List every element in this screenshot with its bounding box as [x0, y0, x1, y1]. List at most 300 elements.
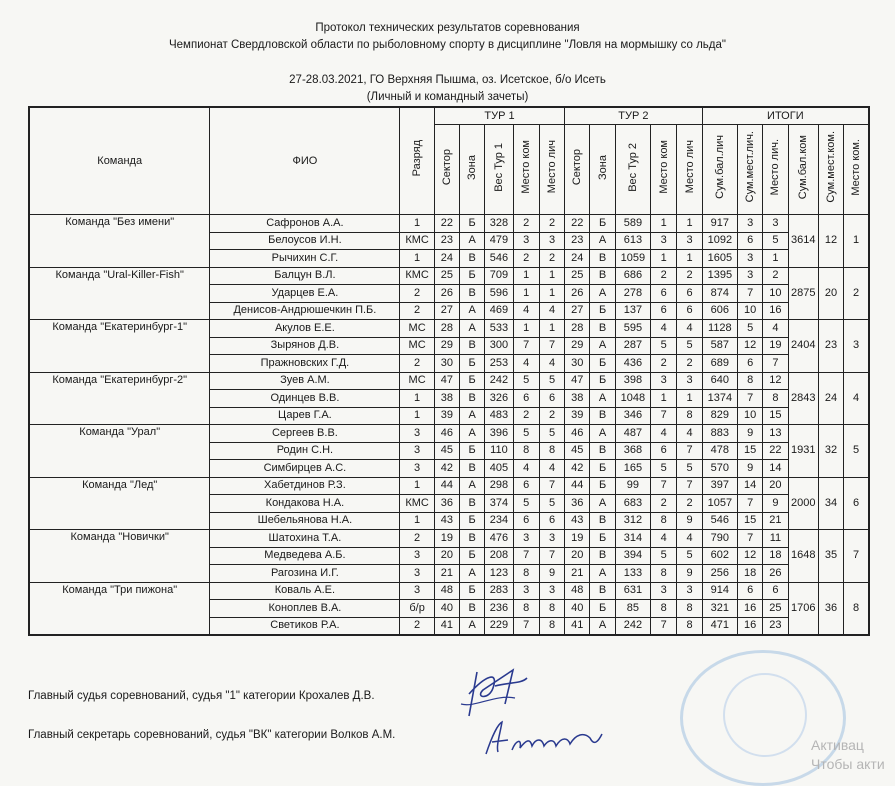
place-pers-total: 8: [763, 390, 788, 408]
team-sum-place: 20: [818, 267, 843, 320]
t2-place-pers: 5: [677, 547, 702, 565]
sum-pts-pers: 1374: [702, 390, 737, 408]
t1-place-pers: 2: [539, 215, 564, 233]
t1-place-team: 3: [513, 582, 539, 600]
t1-place-team: 6: [513, 477, 539, 495]
sum-place-pers: 3: [738, 215, 763, 233]
t1-sector: 44: [434, 477, 459, 495]
t1-zone: В: [460, 250, 485, 268]
t2-sector: 24: [565, 250, 590, 268]
athlete-name: Шатохина Т.А.: [210, 530, 400, 548]
t1-weight: 234: [485, 512, 513, 530]
team-name: Команда "Новички": [29, 530, 210, 583]
t1-zone: В: [460, 337, 485, 355]
t1-sector: 19: [434, 530, 459, 548]
watermark-line-2: Чтобы акти: [811, 756, 885, 772]
t2-sector: 42: [565, 460, 590, 478]
athlete-rank: МС: [400, 320, 434, 338]
t2-weight: 613: [615, 232, 650, 250]
t1-weight: 283: [485, 582, 513, 600]
t1-place-team: 7: [513, 617, 539, 635]
t2-zone: Б: [590, 600, 615, 618]
athlete-rank: 1: [400, 215, 434, 233]
standings-type: (Личный и командный зачеты): [366, 91, 529, 103]
t1-place-pers: 3: [539, 582, 564, 600]
t1-weight: 709: [485, 267, 513, 285]
chief-secretary-line: Главный секретарь соревнований, судья "ВК" категории Волков А.М.: [28, 729, 396, 741]
t2-sector: 27: [565, 302, 590, 320]
t2-place-team: 1: [651, 390, 677, 408]
t1-zone: А: [460, 565, 485, 583]
table-row: [29, 582, 869, 600]
col-team: Команда: [29, 107, 210, 215]
athlete-rank: 1: [400, 250, 434, 268]
t1-sector: 24: [434, 250, 459, 268]
t2-zone: Б: [590, 477, 615, 495]
t1-zone: Б: [460, 547, 485, 565]
col-tour2: ТУР 2: [565, 107, 702, 125]
t1-sector: 20: [434, 547, 459, 565]
t2-zone: В: [590, 267, 615, 285]
place-pers-total: 10: [763, 285, 788, 303]
t2-place-pers: 1: [677, 215, 702, 233]
t1-place-team: 2: [513, 250, 539, 268]
t2-place-team: 4: [651, 425, 677, 443]
t2-zone: А: [590, 495, 615, 513]
t2-place-team: 3: [651, 372, 677, 390]
t1-place-team: 1: [513, 320, 539, 338]
place-pers-total: 15: [763, 407, 788, 425]
t2-weight: 686: [615, 267, 650, 285]
place-pers-total: 22: [763, 442, 788, 460]
t1-place-team: 7: [513, 337, 539, 355]
t2-sector: 46: [565, 425, 590, 443]
t1-zone: А: [460, 302, 485, 320]
col-t1-weight: Вес Тур 1: [485, 125, 513, 215]
t1-zone: В: [460, 390, 485, 408]
t1-place-team: 7: [513, 547, 539, 565]
t2-sector: 45: [565, 442, 590, 460]
t1-zone: А: [460, 477, 485, 495]
t1-place-pers: 6: [539, 512, 564, 530]
t2-sector: 22: [565, 215, 590, 233]
t1-sector: 46: [434, 425, 459, 443]
team-sum-place: 12: [818, 215, 843, 268]
t1-sector: 22: [434, 215, 459, 233]
t2-zone: А: [590, 425, 615, 443]
athlete-name: Сергеев В.В.: [210, 425, 400, 443]
t2-place-team: 1: [651, 250, 677, 268]
sum-place-pers: 5: [738, 320, 763, 338]
athlete-name: Одинцев В.В.: [210, 390, 400, 408]
athlete-name: Коноплев В.А.: [210, 600, 400, 618]
place-pers-total: 14: [763, 460, 788, 478]
athlete-rank: 1: [400, 512, 434, 530]
t1-place-pers: 8: [539, 617, 564, 635]
sum-pts-pers: 1057: [702, 495, 737, 513]
sum-place-pers: 10: [738, 302, 763, 320]
t2-place-pers: 4: [677, 530, 702, 548]
sum-place-pers: 7: [738, 285, 763, 303]
place-pers-total: 5: [763, 232, 788, 250]
t1-place-pers: 4: [539, 460, 564, 478]
t1-weight: 596: [485, 285, 513, 303]
athlete-name: Царев Г.А.: [210, 407, 400, 425]
team-place: 1: [844, 215, 869, 268]
event-date-location: 27-28.03.2021, ГО Верхняя Пышма, оз. Исетское, б/о Исеть: [289, 74, 606, 86]
t2-place-team: 3: [651, 232, 677, 250]
athlete-name: Хабетдинов Р.З.: [210, 477, 400, 495]
sum-pts-pers: 397: [702, 477, 737, 495]
t2-weight: 242: [615, 617, 650, 635]
t2-zone: Б: [590, 530, 615, 548]
sum-place-pers: 7: [738, 530, 763, 548]
team-sum-pts: 2875: [788, 267, 818, 320]
t2-place-pers: 6: [677, 302, 702, 320]
athlete-rank: КМС: [400, 267, 434, 285]
place-pers-total: 21: [763, 512, 788, 530]
team-name: Команда "Урал": [29, 425, 210, 478]
place-pers-total: 13: [763, 425, 788, 443]
t2-zone: В: [590, 442, 615, 460]
secretary-signature: [478, 716, 608, 758]
t1-place-pers: 6: [539, 390, 564, 408]
t2-place-pers: 9: [677, 565, 702, 583]
t1-place-team: 5: [513, 372, 539, 390]
protocol-title: Протокол технических результатов соревнования: [315, 22, 580, 34]
sum-pts-pers: 914: [702, 582, 737, 600]
athlete-rank: 3: [400, 460, 434, 478]
place-pers-total: 20: [763, 477, 788, 495]
results-table: [28, 106, 870, 636]
t2-place-pers: 9: [677, 512, 702, 530]
team-name: Команда "Три пижона": [29, 582, 210, 635]
sum-place-pers: 14: [738, 477, 763, 495]
athlete-rank: 1: [400, 477, 434, 495]
place-pers-total: 3: [763, 215, 788, 233]
team-place: 8: [844, 582, 869, 635]
t1-place-team: 4: [513, 460, 539, 478]
team-sum-pts: 1706: [788, 582, 818, 635]
sum-place-pers: 12: [738, 547, 763, 565]
t2-place-team: 6: [651, 285, 677, 303]
t1-zone: А: [460, 617, 485, 635]
t1-zone: В: [460, 495, 485, 513]
athlete-name: Балцун В.Л.: [210, 267, 400, 285]
t2-place-team: 5: [651, 547, 677, 565]
col-rank: Разряд: [400, 107, 434, 215]
athlete-rank: КМС: [400, 232, 434, 250]
sum-pts-pers: 1605: [702, 250, 737, 268]
t1-weight: 476: [485, 530, 513, 548]
t1-weight: 483: [485, 407, 513, 425]
team-place: 3: [844, 320, 869, 373]
t2-place-pers: 1: [677, 250, 702, 268]
t2-weight: 1048: [615, 390, 650, 408]
t1-place-team: 1: [513, 285, 539, 303]
team-sum-place: 34: [818, 477, 843, 530]
t2-weight: 133: [615, 565, 650, 583]
t1-place-pers: 2: [539, 250, 564, 268]
sum-pts-pers: 790: [702, 530, 737, 548]
t1-sector: 30: [434, 355, 459, 373]
t1-place-team: 2: [513, 215, 539, 233]
t1-sector: 25: [434, 267, 459, 285]
t2-place-team: 4: [651, 530, 677, 548]
sum-pts-pers: 478: [702, 442, 737, 460]
team-sum-pts: 2843: [788, 372, 818, 425]
t1-place-team: 3: [513, 530, 539, 548]
sum-place-pers: 6: [738, 582, 763, 600]
t1-weight: 242: [485, 372, 513, 390]
place-pers-total: 9: [763, 495, 788, 513]
t2-zone: В: [590, 407, 615, 425]
t1-zone: А: [460, 232, 485, 250]
col-t1-place-team: Место ком: [513, 125, 539, 215]
t1-weight: 253: [485, 355, 513, 373]
t2-weight: 314: [615, 530, 650, 548]
t2-zone: Б: [590, 372, 615, 390]
t2-sector: 47: [565, 372, 590, 390]
t2-weight: 85: [615, 600, 650, 618]
team-sum-pts: 1648: [788, 530, 818, 583]
athlete-name: Светиков Р.А.: [210, 617, 400, 635]
sum-place-pers: 7: [738, 495, 763, 513]
t2-sector: 26: [565, 285, 590, 303]
t1-sector: 45: [434, 442, 459, 460]
col-t1-sector: Сектор: [434, 125, 459, 215]
t1-weight: 123: [485, 565, 513, 583]
athlete-rank: 1: [400, 407, 434, 425]
col-t2-place-team: Место ком: [651, 125, 677, 215]
athlete-rank: 2: [400, 302, 434, 320]
sum-pts-pers: 471: [702, 617, 737, 635]
t2-weight: 631: [615, 582, 650, 600]
col-t1-zone: Зона: [460, 125, 485, 215]
t1-place-pers: 4: [539, 355, 564, 373]
t2-zone: Б: [590, 302, 615, 320]
t1-place-pers: 3: [539, 232, 564, 250]
athlete-name: Сафронов А.А.: [210, 215, 400, 233]
sum-pts-pers: 917: [702, 215, 737, 233]
athlete-rank: 3: [400, 565, 434, 583]
t2-weight: 99: [615, 477, 650, 495]
team-sum-pts: 1931: [788, 425, 818, 478]
t2-place-team: 2: [651, 267, 677, 285]
place-pers-total: 1: [763, 250, 788, 268]
t1-zone: В: [460, 600, 485, 618]
t2-sector: 44: [565, 477, 590, 495]
t2-sector: 25: [565, 267, 590, 285]
t2-place-team: 2: [651, 495, 677, 513]
t1-weight: 300: [485, 337, 513, 355]
col-totals: ИТОГИ: [702, 107, 869, 125]
t2-sector: 23: [565, 232, 590, 250]
t2-place-pers: 4: [677, 320, 702, 338]
t2-place-pers: 7: [677, 442, 702, 460]
t2-sector: 48: [565, 582, 590, 600]
t1-sector: 48: [434, 582, 459, 600]
t1-place-team: 3: [513, 232, 539, 250]
team-name: Команда "Екатеринбург-2": [29, 372, 210, 425]
t2-place-pers: 5: [677, 337, 702, 355]
sum-place-pers: 16: [738, 617, 763, 635]
championship-title: Чемпионат Свердловской области по рыболовному спорту в дисциплине "Ловля на мормышку со льда": [169, 39, 726, 51]
t2-place-team: 8: [651, 512, 677, 530]
activation-watermark: [811, 736, 895, 774]
col-sum-place-pers: Сум.мест.лич.: [738, 125, 763, 215]
col-t2-zone: Зона: [590, 125, 615, 215]
sum-pts-pers: 1092: [702, 232, 737, 250]
athlete-name: Коваль А.Е.: [210, 582, 400, 600]
place-pers-total: 12: [763, 372, 788, 390]
t2-sector: 30: [565, 355, 590, 373]
t2-place-pers: 8: [677, 600, 702, 618]
t2-weight: 394: [615, 547, 650, 565]
t2-zone: А: [590, 337, 615, 355]
t2-weight: 312: [615, 512, 650, 530]
t2-weight: 137: [615, 302, 650, 320]
t2-place-pers: 3: [677, 372, 702, 390]
team-sum-pts: 3614: [788, 215, 818, 268]
t1-place-team: 4: [513, 355, 539, 373]
team-sum-place: 24: [818, 372, 843, 425]
place-pers-total: 26: [763, 565, 788, 583]
t2-zone: В: [590, 320, 615, 338]
t2-place-team: 3: [651, 582, 677, 600]
place-pers-total: 4: [763, 320, 788, 338]
place-pers-total: 11: [763, 530, 788, 548]
athlete-name: Зырянов Д.В.: [210, 337, 400, 355]
t2-zone: Б: [590, 460, 615, 478]
athlete-rank: 2: [400, 617, 434, 635]
t1-weight: 236: [485, 600, 513, 618]
t1-sector: 38: [434, 390, 459, 408]
t1-place-pers: 8: [539, 600, 564, 618]
place-pers-total: 23: [763, 617, 788, 635]
t1-sector: 39: [434, 407, 459, 425]
t2-weight: 368: [615, 442, 650, 460]
sum-place-pers: 15: [738, 442, 763, 460]
t1-weight: 396: [485, 425, 513, 443]
t1-place-team: 5: [513, 425, 539, 443]
t1-place-pers: 7: [539, 477, 564, 495]
t2-zone: Б: [590, 215, 615, 233]
t2-place-pers: 8: [677, 617, 702, 635]
sum-pts-pers: 883: [702, 425, 737, 443]
t1-place-team: 8: [513, 442, 539, 460]
t2-weight: 346: [615, 407, 650, 425]
athlete-name: Ударцев Е.А.: [210, 285, 400, 303]
t2-weight: 398: [615, 372, 650, 390]
table-row: [29, 267, 869, 285]
col-place-pers-total: Место лич.: [763, 125, 788, 215]
athlete-rank: 2: [400, 530, 434, 548]
t1-place-pers: 8: [539, 442, 564, 460]
col-t2-place-pers: Место лич: [677, 125, 702, 215]
athlete-name: Кондакова Н.А.: [210, 495, 400, 513]
team-sum-place: 36: [818, 582, 843, 635]
athlete-name: Пражновских Г.Д.: [210, 355, 400, 373]
athlete-name: Шебельянова Н.А.: [210, 512, 400, 530]
t1-place-pers: 1: [539, 320, 564, 338]
team-sum-pts: 2000: [788, 477, 818, 530]
team-name: Команда "Лед": [29, 477, 210, 530]
t2-place-pers: 3: [677, 582, 702, 600]
judge-signature: [455, 664, 535, 724]
col-t1-place-pers: Место лич: [539, 125, 564, 215]
athlete-name: Денисов-Андрюшечкин П.Б.: [210, 302, 400, 320]
t1-weight: 208: [485, 547, 513, 565]
t1-zone: Б: [460, 355, 485, 373]
sum-place-pers: 7: [738, 390, 763, 408]
t1-weight: 479: [485, 232, 513, 250]
t1-zone: Б: [460, 582, 485, 600]
t2-weight: 1059: [615, 250, 650, 268]
t1-sector: 27: [434, 302, 459, 320]
t2-place-team: 8: [651, 565, 677, 583]
sum-pts-pers: 829: [702, 407, 737, 425]
sum-pts-pers: 1395: [702, 267, 737, 285]
t1-sector: 23: [434, 232, 459, 250]
t2-zone: В: [590, 547, 615, 565]
t2-sector: 28: [565, 320, 590, 338]
place-pers-total: 18: [763, 547, 788, 565]
t2-place-team: 2: [651, 355, 677, 373]
t1-place-pers: 7: [539, 547, 564, 565]
team-sum-place: 23: [818, 320, 843, 373]
t1-weight: 374: [485, 495, 513, 513]
t1-sector: 43: [434, 512, 459, 530]
sum-place-pers: 8: [738, 372, 763, 390]
t1-place-pers: 5: [539, 425, 564, 443]
t2-sector: 43: [565, 512, 590, 530]
t1-place-pers: 9: [539, 565, 564, 583]
t1-place-team: 1: [513, 267, 539, 285]
t2-sector: 41: [565, 617, 590, 635]
sum-place-pers: 16: [738, 600, 763, 618]
team-place: 4: [844, 372, 869, 425]
sum-pts-pers: 546: [702, 512, 737, 530]
t1-place-pers: 1: [539, 267, 564, 285]
t2-zone: А: [590, 617, 615, 635]
athlete-name: Медведева А.Б.: [210, 547, 400, 565]
t2-weight: 487: [615, 425, 650, 443]
t2-weight: 278: [615, 285, 650, 303]
t1-zone: Б: [460, 372, 485, 390]
t2-place-pers: 2: [677, 495, 702, 513]
t1-sector: 26: [434, 285, 459, 303]
t1-sector: 28: [434, 320, 459, 338]
t1-place-pers: 3: [539, 530, 564, 548]
t2-weight: 165: [615, 460, 650, 478]
place-pers-total: 2: [763, 267, 788, 285]
sum-pts-pers: 606: [702, 302, 737, 320]
athlete-rank: МС: [400, 372, 434, 390]
team-place: 7: [844, 530, 869, 583]
t1-zone: А: [460, 320, 485, 338]
t2-zone: А: [590, 565, 615, 583]
t2-sector: 19: [565, 530, 590, 548]
t2-place-team: 4: [651, 320, 677, 338]
col-place-team-total: Место ком.: [844, 125, 869, 215]
t1-place-team: 5: [513, 495, 539, 513]
t1-sector: 41: [434, 617, 459, 635]
sum-place-pers: 9: [738, 425, 763, 443]
t2-sector: 40: [565, 600, 590, 618]
t1-sector: 29: [434, 337, 459, 355]
sum-place-pers: 6: [738, 355, 763, 373]
